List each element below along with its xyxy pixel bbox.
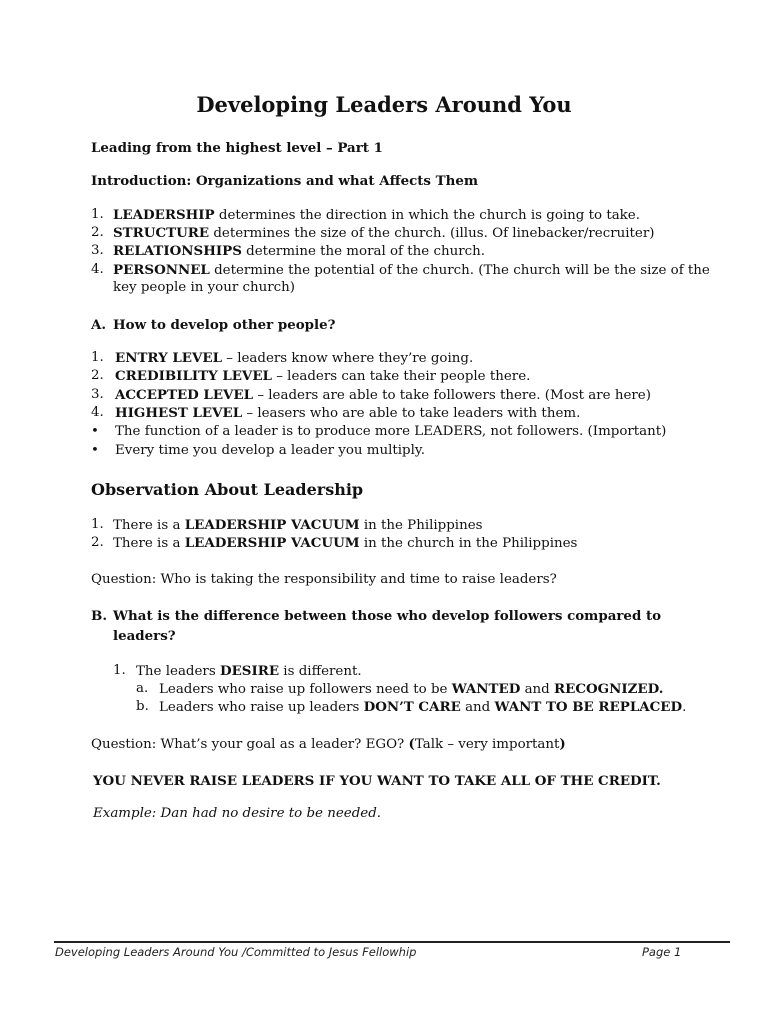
question-goal xyxy=(91,735,566,754)
list-text: . xyxy=(682,700,687,715)
section-title-continued: leaders? xyxy=(113,628,176,644)
list-keyword: RELATIONSHIPS xyxy=(113,243,242,259)
list-number: 1. xyxy=(91,350,104,365)
list-text: determine the moral of the church. xyxy=(241,244,485,259)
list-text: Leaders who raise up leaders xyxy=(159,700,364,715)
bullet-text: Every time you develop a leader you multiply. xyxy=(115,443,425,458)
list-number: 4. xyxy=(91,262,104,277)
list-keyword: RECOGNIZED. xyxy=(554,681,664,697)
question-note: Talk – very important xyxy=(414,737,560,752)
list-keyword: DESIRE xyxy=(219,663,280,679)
list-text: – leasers who are able to take leaders with them. xyxy=(242,406,581,421)
question-raise-leaders: Question: Who is taking the responsibility and time to raise leaders? xyxy=(91,572,557,587)
list-number: 1. xyxy=(113,663,126,678)
list-text: – leaders can take their people there. xyxy=(271,369,531,384)
section-title: What is the difference between those who develop followers compared to xyxy=(113,608,662,624)
list-keyword: DON’T CARE xyxy=(363,699,461,715)
question-paren: ) xyxy=(559,736,566,752)
document-title: Developing Leaders Around You xyxy=(196,92,572,117)
sub-list-letter: b. xyxy=(136,699,149,714)
observation-heading: Observation About Leadership xyxy=(91,480,364,499)
list-keyword: LEADERSHIP VACUUM xyxy=(184,517,360,533)
list-number: 3. xyxy=(91,243,104,258)
list-text: is different. xyxy=(279,664,362,679)
question-text: Question: What’s your goal as a leader? EGO? xyxy=(91,737,409,752)
credit-statement: YOU NEVER RAISE LEADERS IF YOU WANT TO TAKE ALL OF THE CREDIT. xyxy=(93,773,661,789)
list-number: 1. xyxy=(91,517,104,532)
list-text: There is a xyxy=(113,536,185,551)
list-keyword: LEADERSHIP xyxy=(113,207,215,223)
list-keyword: CREDIBILITY LEVEL xyxy=(115,368,272,384)
list-text: in the Philippines xyxy=(359,518,483,533)
list-number: 2. xyxy=(91,368,104,383)
example-text: Example: Dan had no desire to be needed. xyxy=(93,806,382,821)
section-letter: A. xyxy=(91,317,107,333)
bullet-dot-icon: • xyxy=(91,443,99,458)
list-keyword: WANTED xyxy=(451,681,521,697)
list-text: – leaders are able to take followers there. (Most are here) xyxy=(253,388,651,403)
list-text: determines the direction in which the church is going to take. xyxy=(214,208,640,223)
list-text: and xyxy=(520,682,555,697)
intro-heading: Introduction: Organizations and what Affects Them xyxy=(91,173,479,189)
list-text: There is a xyxy=(113,518,185,533)
list-keyword: WANT TO BE REPLACED xyxy=(494,699,683,715)
list-keyword: ACCEPTED LEVEL xyxy=(115,387,254,403)
list-number: 2. xyxy=(91,225,104,240)
question-paren: ( xyxy=(408,736,415,752)
list-text: Leaders who raise up followers need to be xyxy=(159,682,452,697)
list-text: in the church in the Philippines xyxy=(359,536,578,551)
list-text: determine the potential of the church. (The church will be the size of the xyxy=(209,263,710,278)
list-number: 3. xyxy=(91,387,104,402)
footer-divider xyxy=(54,941,730,943)
section-title: How to develop other people? xyxy=(113,317,336,333)
list-number: 4. xyxy=(91,405,104,420)
bullet-dot-icon: • xyxy=(91,424,99,439)
list-keyword: PERSONNEL xyxy=(113,262,210,278)
list-text-continued: key people in your church) xyxy=(113,280,296,295)
footer-title: Developing Leaders Around You /Committed to Jesus Fellowhip xyxy=(55,945,417,959)
section-letter: B. xyxy=(91,608,107,624)
sub-list-letter: a. xyxy=(136,681,149,696)
list-keyword: LEADERSHIP VACUUM xyxy=(184,535,360,551)
footer-page-number: Page 1 xyxy=(642,945,682,959)
list-text: The leaders xyxy=(136,664,220,679)
subtitle: Leading from the highest level – Part 1 xyxy=(91,140,383,156)
list-keyword: STRUCTURE xyxy=(113,225,210,241)
bullet-text: The function of a leader is to produce more LEADERS, not followers. (Important) xyxy=(115,424,667,439)
list-number: 1. xyxy=(91,207,104,222)
list-keyword: ENTRY LEVEL xyxy=(115,350,222,366)
list-keyword: HIGHEST LEVEL xyxy=(115,405,243,421)
list-number: 2. xyxy=(91,535,104,550)
list-text: determines the size of the church. (illus. Of linebacker/recruiter) xyxy=(209,226,655,241)
list-text: and xyxy=(460,700,495,715)
list-text: – leaders know where they’re going. xyxy=(221,351,474,366)
